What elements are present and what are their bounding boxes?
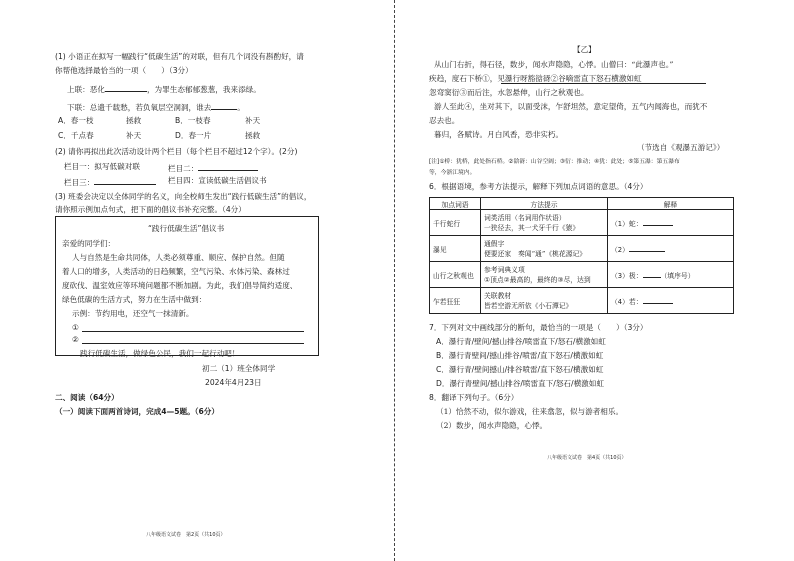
lower-couplet-b: 。 [237, 103, 245, 112]
answer-label: （4）若： [611, 298, 643, 306]
blank[interactable] [211, 101, 237, 110]
row-answer [608, 236, 734, 262]
notes-line1: [注]①桥：犹桥，此处指石桥。②谽谺：山谷空阔；③衍：推动；④犹：此处；⑤第五瀑：第五瀑布 [429, 159, 680, 165]
proposal-greeting: 亲爱的同学们： [62, 239, 116, 248]
proposal-item2: ② [72, 335, 79, 344]
page-divider [394, 0, 395, 561]
q8-item1: （1）恰然不动，似尔游戏，往来翕忽，似与游者相乐。 [436, 407, 624, 416]
row-hint [481, 262, 608, 288]
header-hint: 方法提示 [481, 198, 608, 210]
hint-1: 参考词典义项 [484, 265, 525, 274]
option-a-2: 拯救 [126, 116, 142, 125]
row-answer [608, 288, 734, 314]
q3-line2: 请你照示例加点句式，把下面的倡议书补充完整。（4分） [55, 205, 246, 214]
notes-line2: 等，今浙江境内。 [429, 170, 476, 176]
q1-line2: 你帮他选择最恰当的一项（ ）（3分） [55, 66, 193, 75]
upper-couplet-b: ，为罪生态郁郁葱葱，我来添绿。 [146, 85, 261, 94]
passage-line2: 疾趋，度石下桥①，见瀑行呀豁谽谺②谷嘀雷直下怒石横激如虹 [429, 74, 642, 83]
col2-label: 栏目二： [168, 164, 199, 173]
hint-1: 通假字 [484, 239, 505, 248]
q8-item2: （2）数步，闻水声隐隐，心悸。 [436, 421, 548, 430]
answer-label: （3）极： [611, 272, 643, 280]
answer-label: （2） [611, 246, 629, 254]
q2-col2 [168, 162, 258, 174]
table-row [430, 262, 734, 288]
q7-heading: 7．下列对文中画线部分的断句，最恰当的一项是（ ）（3分） [429, 323, 648, 332]
item2-line[interactable] [82, 343, 304, 344]
table-row [430, 236, 734, 262]
row-answer [608, 210, 734, 236]
hint-2: ①顶点②最高的，最终的③尽，达到 [484, 275, 591, 284]
header-word: 加点词语 [430, 198, 481, 210]
right-page [401, 0, 794, 561]
q2-line1: (2) 请你再拟出此次活动设计两个栏目（每个栏目不超过12个字）。(2分) [55, 147, 298, 156]
header-answer: 解释 [608, 198, 734, 210]
left-page [0, 0, 392, 561]
q8-heading: 8．翻译下列句子。（6分） [429, 393, 519, 402]
q2-col1: 栏目一：拟写低碳对联 [64, 162, 140, 171]
q7-option-c: C．瀑行青/壁间撼山/排谷喷雷/直下怒石/横激如虹 [436, 365, 604, 374]
option-a: A．春一枝 [58, 116, 94, 125]
passage-line1: 从山门右折，得石径，数步，闻水声隐隐，心悸。山僧曰：“此瀑声也。” [434, 60, 674, 69]
q7-option-d: D．瀑行青壁间/撼山排谷/喷雷直下/怒石/横激如虹 [436, 379, 604, 388]
proposal-item1: ① [72, 323, 79, 332]
option-c-2: 补天 [126, 131, 142, 140]
right-footer: 八年级语文试卷 第4页（共10页） [547, 455, 627, 461]
proposal-date: 2024年4月23日 [205, 378, 262, 387]
row-word: 乍若狂狂 [430, 288, 481, 314]
row-answer [608, 262, 734, 288]
blank[interactable] [94, 176, 156, 185]
proposal-p3: 度砍伐、温室效应等环境问题都不断加剧。为此，我们倡导简约适度、 [62, 281, 298, 290]
q7-option-a: A．瀑行青/壁间/撼山排谷/喷雷直下/怒石/横激如虹 [436, 337, 606, 346]
option-b: B．一枝春 [175, 116, 211, 125]
passage-line4: 游人至此④，坐对其下，以面受沫，乍舒坦然，意定望倚，五气内闻海也，而犹不 [434, 102, 708, 111]
option-c: C．千点春 [58, 131, 94, 140]
left-footer: 八年级语文试卷 第2页（共10页） [146, 532, 226, 538]
passage-line3: 忽弯窦衍③而后注，水忽悬伸，山行之秋观也。 [429, 88, 589, 97]
row-hint [481, 210, 608, 236]
passage-underline [501, 83, 706, 84]
proposal-p2: 着人口的增多，人类活动的日趋频繁，空气污染、水体污染、森林过 [62, 267, 290, 276]
table-row [430, 288, 734, 314]
proposal-closing: 践行低碳生活，做绿色公民，我们一起行动吧！ [80, 349, 240, 358]
hint-2: 皆若空游无所依《小石潭记》 [484, 301, 573, 310]
answer-blank[interactable] [643, 217, 673, 226]
proposal-p1: 人与自然是生命共同体，人类必须尊重、顺应、保护自然。但随 [72, 253, 285, 262]
answer-note: （填序号） [660, 272, 695, 280]
q1-lower [67, 101, 245, 113]
passage-title: 【乙】 [573, 45, 596, 54]
hint-1: 关联教材 [484, 291, 512, 300]
hint-2: 一狭径去，其一犬牙千行《猿》 [484, 223, 580, 232]
row-word: 千行蛇行 [430, 210, 481, 236]
q6-heading: 6．根据语境，参考方法提示，解释下列加点词语的意思。（4分） [429, 182, 648, 191]
blank[interactable] [105, 83, 147, 92]
passage-source: （节选自《观瀑五游记》） [637, 143, 725, 152]
q2-col4: 栏目四：宣读低碳生活倡议书 [168, 176, 267, 185]
q7-option-b: B．瀑行青壁间/撼山排谷/喷雷/直下怒石/横激如虹 [436, 351, 604, 360]
upper-couplet-a: 上联：恶化 [67, 85, 105, 94]
lower-couplet-a: 下联：总遗千载愁，若负氧层空洞洞，谁去 [67, 103, 212, 112]
option-d: D．春一片 [175, 131, 212, 140]
answer-label: （1）蛇： [611, 220, 643, 228]
hint-1: 词类活用（名词用作状语） [484, 213, 566, 222]
q2-col3 [64, 176, 156, 188]
subsection1-heading: （一）阅读下面两首诗词，完成4—5题。（6分） [55, 407, 219, 416]
q1-upper [67, 83, 261, 95]
answer-blank[interactable] [643, 295, 673, 304]
passage-line6: 暮归，各赋诗。月白风香，恐非实朽。 [434, 130, 564, 139]
row-hint [481, 236, 608, 262]
q3-line1: (3) 班委会决定以全体同学的名义，向全校师生发出“践行低碳生活”的倡议， [55, 192, 312, 201]
option-d-2: 拯救 [245, 131, 261, 140]
q6-table [429, 197, 734, 314]
proposal-p4: 绿色低碳的生活方式，努力在生活中做到： [62, 295, 207, 304]
col3-label: 栏目三： [64, 178, 95, 187]
row-word: 山行之秋观也 [430, 262, 481, 288]
blank[interactable] [198, 162, 258, 171]
passage-line5: 忍去也。 [429, 116, 460, 125]
hint-2: 便要还家 奏闻“通”《桃花源记》 [484, 249, 587, 258]
proposal-example: 示例：节约用电，还空气一抹清新。 [72, 309, 194, 318]
answer-blank[interactable] [629, 243, 665, 252]
q1-line1: (1) 小语正在拟写一幅践行“低碳生活”的对联，但有几个词没有斟酌好，请 [55, 52, 304, 61]
answer-blank[interactable] [643, 269, 661, 278]
row-word: 瀑见 [430, 236, 481, 262]
proposal-sign: 初二（1）班全体同学 [202, 364, 276, 373]
proposal-title: “践行低碳生活”倡议书 [148, 224, 225, 233]
option-b-2: 补天 [245, 116, 261, 125]
section2-heading: 二、阅读（64分） [55, 393, 119, 402]
table-row [430, 210, 734, 236]
table-header-row [430, 198, 734, 210]
item1-line[interactable] [82, 331, 304, 332]
row-hint [481, 288, 608, 314]
